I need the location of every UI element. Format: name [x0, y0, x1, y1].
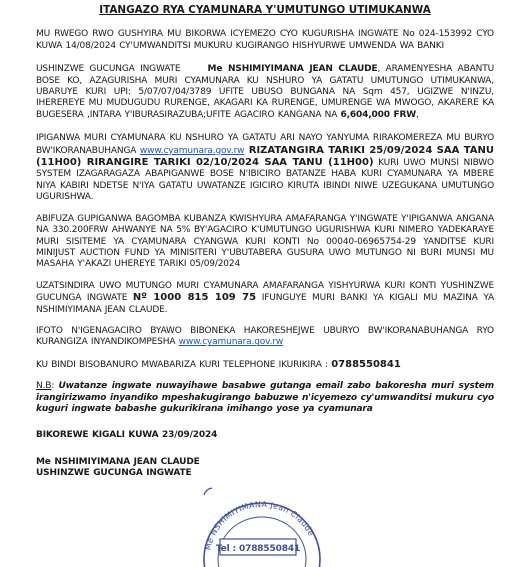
property-value: 6,604,000 FRW [340, 109, 417, 120]
stamp-ring-text: Me NSHIMIYIMANA Jean Claude [203, 499, 316, 552]
note-label: N.B [36, 381, 52, 392]
paragraph-deposit: ABIFUZA GUPIGANWA BAGOMBA KUBANZA KWISHYURA AMAFARANGA Y'INGWATE Y'IPIGANWA ANGANA NA 330.200FRW AHWANYE NA 5% BY'AGACIRO K'UMUTUNGO UGURISHWA KURI NIMERO YADEKARAYE MURI SISITEME YA CYAMUNARA CYANGWA KURI KONTI No 00040-06965754-29 YANDITSE KURI MINIJUST AUCTION FUND YA MINISITERI Y'UBUTABERA GUSURA UWO MUTUNGO NI BURI MUNSI MU MASAHA Y'AKAZI UHEREYE TARIKI 05/09/2024 [36, 213, 494, 270]
notice-title: ITANGAZO RYA CYAMUNARA Y'UMUTUNGO UTIMUKANWA [99, 4, 431, 16]
issue-date: BIKOREWE KIGALI KUWA 23/09/2024 [36, 430, 218, 441]
contact-phone: 0788550841 [331, 358, 401, 370]
auction-dates: RIZATANGIRA TARIKI 25/09/2024 SAA TANU (11H00) RIRANGIRE TARIKI 02/10/2024 SAA TANU (11H00) [36, 144, 494, 169]
official-stamp [196, 487, 326, 567]
signatory-role: USHINZWE GUCUNGA INGWATE [36, 468, 192, 479]
paragraph-sale-order: MU RWEGO RWO GUSHYIRA MU BIKORWA ICYEMEZO CYO KUGURISHA INGWATE No 024-153992 CYO KUWA 14/08/2024 CY'UMWANDITSI MUKURU KUGIRANGO HISHYURWE UMWENDA WA BANKI [36, 29, 494, 51]
paragraph-contact: KU BINDI BISOBANURO MWABARIZA KURI TELEPHONE IKURIKIRA : 0788550841 [36, 358, 401, 370]
stamp-telephone: Tel : 0788550841 [215, 544, 301, 554]
paragraph-payment-account: UZATSINDIRA UWO MUTUNGO MURI CYAMUNARA AMAFARANGA YISHYURWA KURI KONTI YUSHINZWE GUCUNGA INGWATE Nº 1000 815 109 75 IFUNGUYE MURI BANKI YA KIGALI MU MAZINA YA NSHIMIYIMANA JEAN CLAUDE. [36, 280, 495, 315]
property-description: , ARAMENYESHA ABANTU BOSE KO, AZAGURISHA MURI CYAMUNARA KU NSHURO YA GATATU UMUTUNGO UTIMUKANWA, UBARUYE KURI UPI: 5/07/07/04/3789 UFITE UBUSO BUNGANA NA Sqm 457, UGIZWE N'INZU, IHEREREYE MU MUDUGUDU RURENGE, AKAGARI KA RURENGE, UMURENGE WA MWOGO, AKARERE KA BUGESERA ,INTARA Y'IBURASIRAZUBA;UFITE AGACIRO KANGANA NA [36, 64, 495, 120]
paragraph-photos: IFOTO N'IGENAGACIRO BYAWO BIBONEKA HAKORESHEJWE UBURYO BW'IKORANABUHANGA RYO KURANGIZA INYANDIKOMPESHA www.cyamunara.gov.rw [36, 325, 494, 348]
manager-name: Me NSHIMIYIMANA JEAN CLAUDE [207, 64, 378, 75]
note-text: Uwatanze ingwate nuwayihawe basabwe gutanga email zabo bakoresha muri system irangirizwamo inyandiko mpeshakugirango babuzwe n'icyemezo cy'umwanditsi mukuru cyo kuguri ingwate babashe gukurikirana imihango yose ya cyamunara [36, 381, 494, 414]
auction-website-link[interactable]: www.cyamunara.gov.rw [139, 145, 245, 156]
signatory-name: Me NSHIMIYIMANA JEAN CLAUDE [36, 456, 200, 467]
paragraph-property: USHINZWE GUCUNGA INGWATE Me NSHIMIYIMANA JEAN CLAUDE, ARAMENYESHA ABANTU BOSE KO, AZAGURISHA MURI CYAMUNARA KU NSHURO YA GATATU UMUTUNGO UTIMUKANWA, UBARUYE KURI UPI: 5/07/07/04/3789 UFITE UBUSO BUNGANA NA Sqm 457, UGIZWE N'INZU, IHEREREYE MU MUDUGUDU RURENGE, AKAGARI KA RURENGE, UMURENGE WA MWOGO, AKARERE KA BUGESERA ,INTARA Y'IBURASIRAZUBA;UFITE AGACIRO KANGANA NA 6,604,000 FRW, [36, 64, 495, 120]
paragraph-note: N.B: Uwatanze ingwate nuwayihawe basabwe gutanga email zabo bakoresha muri system irangirizwamo inyandiko mpeshakugirango babuzwe n'icyemezo cy'umwanditsi mukuru cyo kuguri ingwate babashe gukurikirana imihango yose ya cyamunara [36, 381, 494, 414]
account-number: Nº 1000 815 109 75 [132, 292, 257, 304]
photos-website-link[interactable]: www.cyamunara.gov.rw [178, 337, 284, 348]
manager-lead: USHINZWE GUCUNGA INGWATE [36, 64, 181, 75]
paragraph-auction-dates: IPIGANWA MURI CYAMUNARA KU NSHURO YA GATATU ARI NAYO YANYUMA RIRAKOMEREZA MU BURYO BW'IKORANABUHANGA www.cyamunara.gov.rw RIZATANGIRA TARIKI 25/09/2024 SAA TANU (11H00) RIRANGIRE TARIKI 02/10/2024 SAA TANU (11H00) KURI UWO MUNSI NIBWO SYSTEM IZAGARAGAZA ABAPIGANWE BOSE N'IBICIRO BATANZE HABA KURI CYAMUNARA YA MBERE NIYA KABIRI NDETSE N'IYA GATATU UWATANZE IGICIRO KIRUTA IBINDI NIWE UZEGUKANA UMUTUNGO UGURISHWA. [36, 133, 494, 203]
notice-document [36, 4, 495, 554]
